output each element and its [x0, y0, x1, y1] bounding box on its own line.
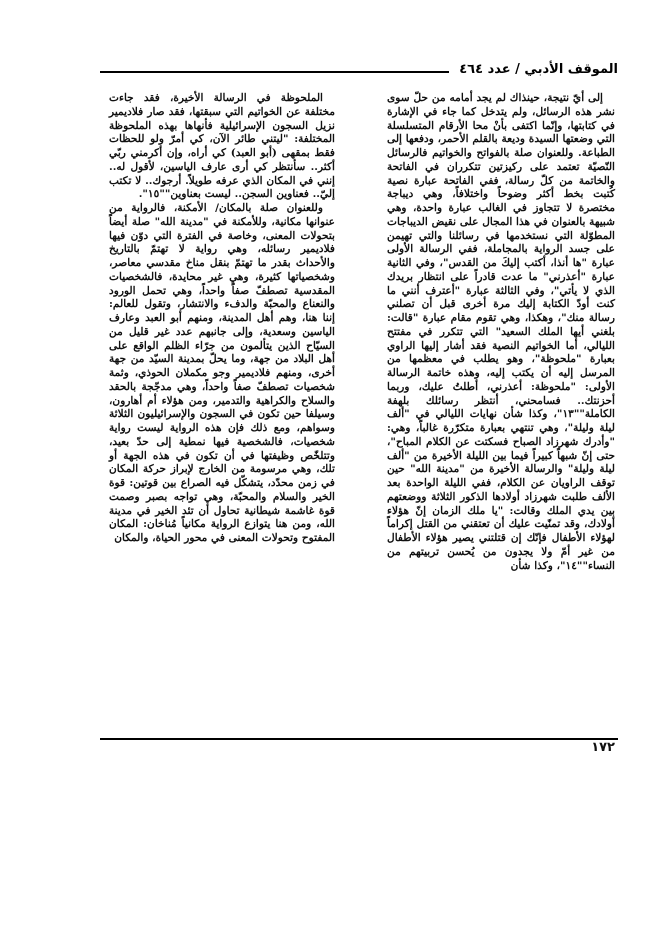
running-header: [100, 58, 618, 80]
header-rule: [100, 71, 449, 73]
journal-title: الموقف الأدبي / عدد ٤٦٤: [459, 61, 618, 77]
paragraph: الملحوظة في الرسالة الأخيرة، فقد جاءت مختلفة عن الخواتيم التي سبقتها، فقد صار فلاديمير نزيل السجون الإسرائيلية فأنهاها بهذه الملحوظة المختلفة: "ليتني طائر الآن، كي أمرّ ولو للحظات فقط بمقهى (أبو العبد) كي أراه، وإن أكرمني ربّي أكثر.. سأنتظر كي أرى عارف الياسين، لأقول له.. إنني في المكان الذي عرفه طويلاً. أرجوك.. لا تكتب إليّ.. فعناوين السجن.. ليست بعناوين""١٥".: [109, 92, 335, 201]
text-column-left: [109, 92, 335, 546]
paragraph: وللعنوان صلة بالمكان/ الأمكنة، فالرواية من عنوانها مكانية، وللأمكنة في "مدينة الله" صلة أيضاً بتحولات المعنى، وخاصة في الفترة التي دوّن فيها فلاديمير رسائله، وهي رواية لا تهتمّ بالتاريخ والأحداث بقدر ما تهتمّ بنقل مناخ مقدسي معاصر، وشخصياتها كثيرة، وهي غير محايدة، فالشخصيات المقدسية تصطفّ صفاً واحداً، وهي تحمل الورود والنعناع والمحبّة والدفء والانتشار، وتقول للعالم: إننا هنا، وهم أهل المدينة، ومنهم أبو العبد وعارف الياسين وسعدية، وإلى جانبهم عدد غير قليل من السيّاح الذين يتألمون من جرّاء الظلم الواقع على أهل البلاد من جهة، وما يحلّ بمدينة السيّد من جهة أخرى، ومنهم فلاديمير وجو مكملان الحوذي، وثمة شخصيات تصطفّ صفاً واحداً، وهي مدجّجة بالحقد والسلاح والكراهية والتدمير، ومن هؤلاء أم أهارون، وسيلفا حين تكون في السجون والإسرائيليون الثلاثة وسواهم، ومع ذلك فإن هذه الرواية ليست رواية شخصيات، فالشخصية فيها نمطية إلى حدّ بعيد، وتتلخّص وظيفتها في أن تكون في هذه الجهة أو تلك، وهي مرسومة من الخارج لإبراز حركة المكان في زمن محدّد، يتشكّل فيه الصراع بين قوتين: قوة الخير والسلام والمحبّة، وهي تواجه بصبر وصمت قوة غاشمة شيطانية تحاول أن تئد الخير في مدينة الله، ومن هنا يتوازع الرواية مكانياً مُناخان: المكان المفتوح وتحولات المعنى في محور الحياة، والمكان: [109, 202, 335, 544]
text-column-right: [387, 92, 615, 573]
paragraph: إلى أيّ نتيجة، حينذاك لم يجد أمامه من حلّ سوى نشر هذه الرسائل، ولم يتدخل كما جاء في الإشارة في كتابتها، وإنّما اكتفى بأنْ محا الأرقام المتسلسلة التي وضعتها السيدة وديعة بالقلم الأحمر، ودفعها إلى الطباعة. وللعنوان صلة بالفواتح والخواتيم فالرسائل النّصيّة تعتمد على ركيزتين تتكرران في الفاتحة والخاتمة من كلّ رسالة، ففي الفاتحة عبارة نصية كُتبت بخط أكثر وضوحاً واختلافاً، وهي ديباجة مختصرة لا تتجاوز في الغالب عبارة واحدة، وهي شبيهة بالعنوان في هذا المجال على نقيض الديباجات المطوّلة التي نستخدمها في رسائلنا والتي تهيمن على جسد الرواية بالمجاملة، ففي الرسالة الأولى عبارة "ها أنذا، أكتب إليكَ من القدس"، وفي الثانية عبارة "أعذرني" ما عدت قادراً على انتظار بريدك الذي لا يأتي"، وفي الثالثة عبارة "أعترف أنني ما كنت أودّ الكتابة إليك مرة أخرى قبل أن تصلني رسالة منك"، وهكذا، وهي تقوم مقام عبارة "قالت: بلغني أيها الملك السعيد" التي تتكرر في مفتتح الليالي، أما الخواتيم النصية فقد أشار إليها الراوي بعبارة "ملحوظة"، وهو يطلب في معظمها من المرسل إليه أن يكتب إليه، وهذه خاتمة الرسالة الأولى: "ملحوظة: أعذرني، أطلتُ عليك، وربما أحزنتك.. فسامحني، أنتظر رسائلك بلهفة الكاملة""١٣"، وكذا شأن نهايات الليالي في "ألف ليلة وليلة"، وهي تنتهي بعبارة متكرّرة غالباً، وهي: "وأدرك شهرزاد الصباح فسكتت عن الكلام المباح"، حتى إنّ شبهاً كبيراً فيما بين الليلة الأخيرة من "ألف ليلة وليلة" والرسالة الأخيرة من "مدينة الله" حين توقف الراويان عن الكلام، ففي الليلة الواحدة بعد الألف طلبت شهرزاد أولادها الذكور الثلاثة ووضعتهم بين يدي الملك وقالت: "يا ملك الزمان إنّ هؤلاء أولادك، وقد تمنّيت عليك أن تعتقني من القتل إكراماً لهؤلاء الأطفال فإنّك إن قتلتني يصير هؤلاء الأطفال من غير أمّ ولا يجدون من يُحسن تربيتهم من النساء""١٤"، وكذا شأن: [387, 92, 615, 572]
page-number: ١٧٢: [591, 740, 615, 755]
footer-rule: [100, 738, 618, 740]
